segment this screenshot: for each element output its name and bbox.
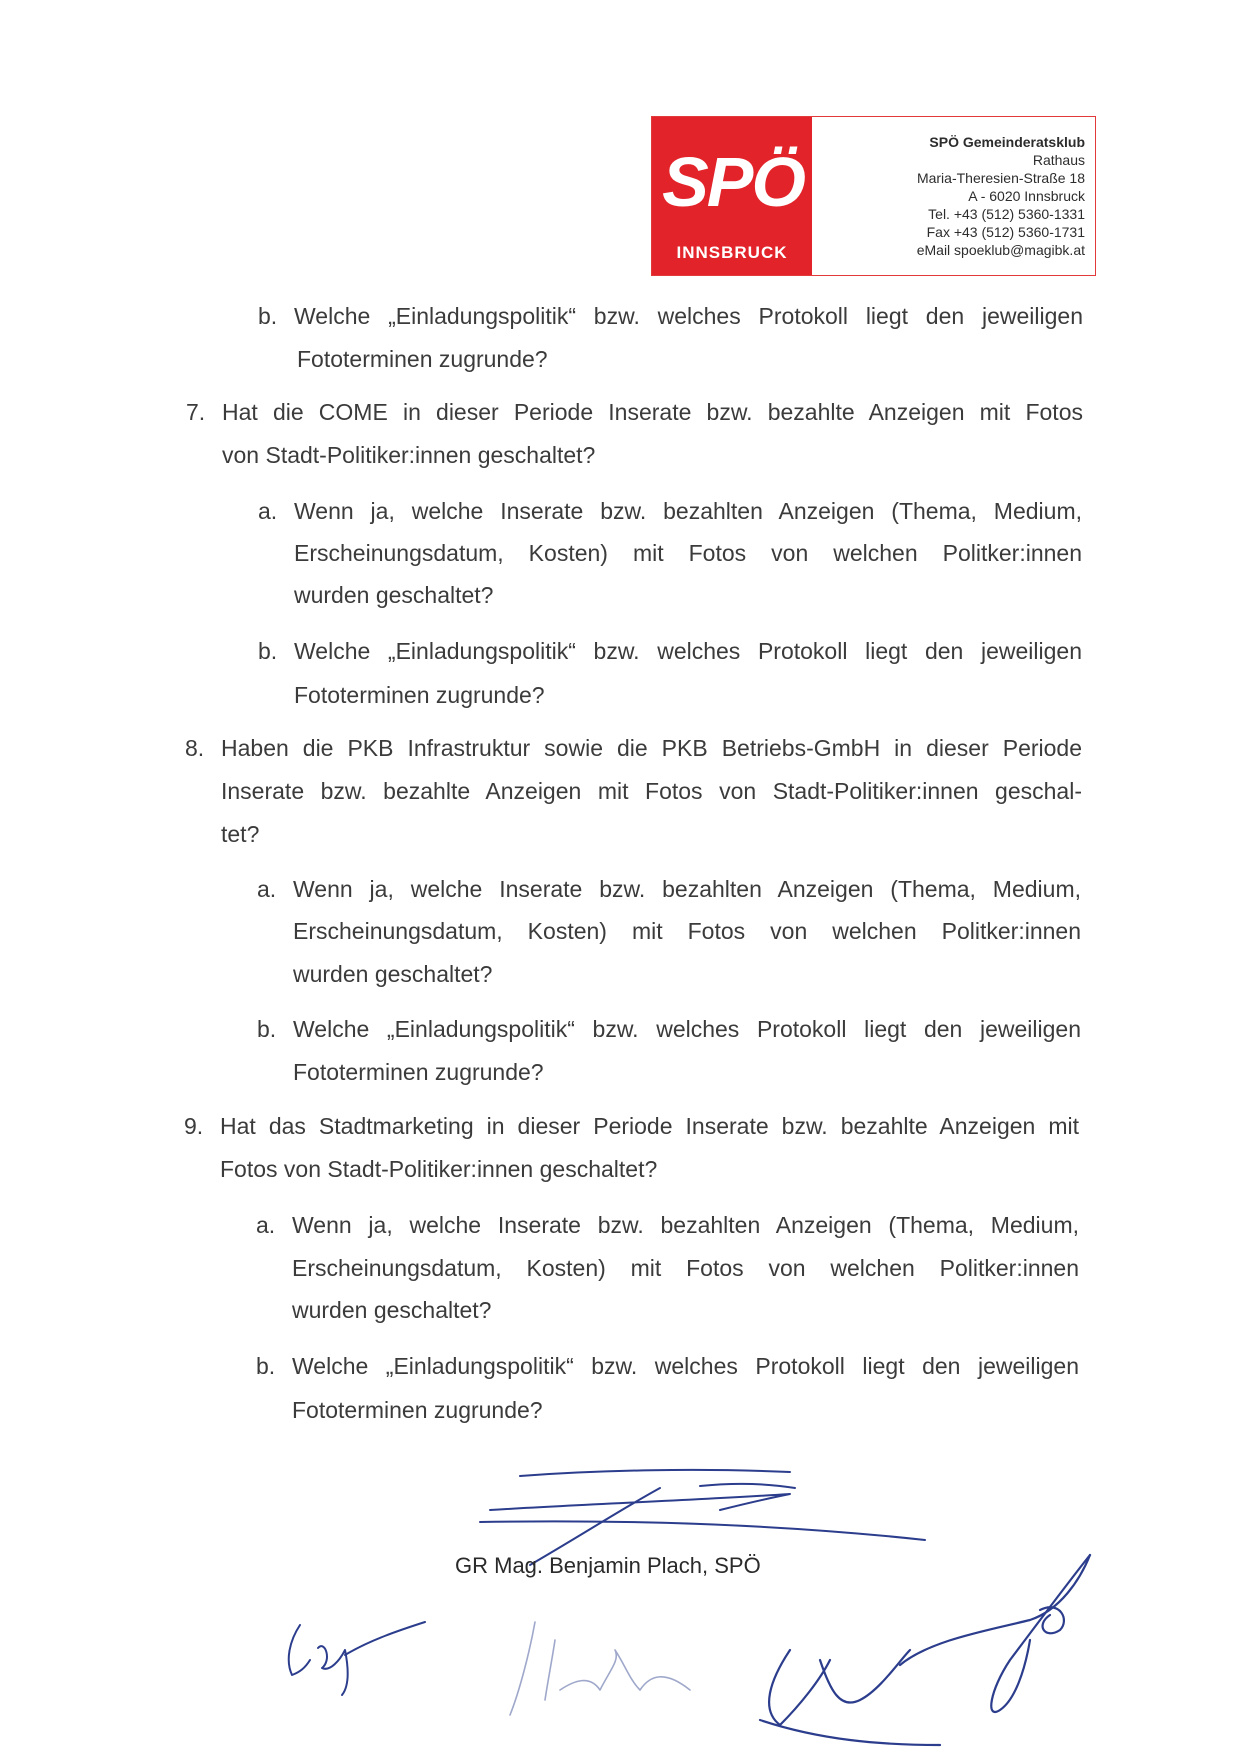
- address-line: Maria-Theresien-Straße 18: [916, 170, 1085, 186]
- question-text: Erscheinungsdatum, Kosten) mit Fotos von welchen Politker:innen: [292, 1255, 1079, 1281]
- signature-stroke: [480, 1521, 925, 1540]
- signature-stroke: [490, 1494, 790, 1510]
- question-text: Hat die COME in dieser Periode Inserate bzw. bezahlte Anzeigen mit Fotos: [222, 399, 1083, 425]
- signature-stroke: [520, 1470, 790, 1476]
- question-text: Wenn ja, welche Inserate bzw. bezahlten Anzeigen (Thema, Medium,: [292, 1212, 1079, 1238]
- question-text: wurden geschaltet?: [294, 582, 494, 608]
- item-label: b.: [257, 1016, 277, 1042]
- signature-stroke: [1040, 1607, 1064, 1633]
- item-label: b.: [258, 638, 278, 664]
- address-line: Rathaus: [1032, 152, 1085, 168]
- question-text: Welche „Einladungspolitik“ bzw. welches Protokoll liegt den jeweiligen: [292, 1353, 1079, 1379]
- main-signature: [480, 1470, 925, 1565]
- signature-stroke: [545, 1640, 555, 1700]
- address-line: A - 6020 Innsbruck: [968, 188, 1085, 204]
- item-label: a.: [256, 1212, 276, 1238]
- question-text: wurden geschaltet?: [293, 961, 493, 987]
- question-text: Welche „Einladungspolitik“ bzw. welches Protokoll liegt den jeweiligen: [294, 303, 1083, 329]
- item-label: a.: [258, 498, 278, 524]
- item-label: a.: [257, 876, 277, 902]
- question-text: Welche „Einladungspolitik“ bzw. welches Protokoll liegt den jeweiligen: [294, 638, 1082, 664]
- item-label: b.: [258, 303, 278, 329]
- question-text: Haben die PKB Infrastruktur sowie die PKB Betriebs-GmbH in dieser Periode: [221, 735, 1082, 761]
- club-name: SPÖ Gemeinderatsklub: [929, 134, 1085, 150]
- question-number: 8.: [185, 735, 205, 761]
- question-text: Inserate bzw. bezahlte Anzeigen mit Fotos von Stadt-Politiker:innen geschal-: [221, 778, 1082, 804]
- question-text: von Stadt-Politiker:innen geschaltet?: [222, 442, 596, 468]
- question-text: Wenn ja, welche Inserate bzw. bezahlten Anzeigen (Thema, Medium,: [294, 498, 1082, 524]
- signature-stroke: [289, 1625, 310, 1675]
- signature-left: [289, 1622, 425, 1695]
- signature-stroke: [318, 1646, 348, 1695]
- question-text: wurden geschaltet?: [292, 1297, 492, 1323]
- signature-stroke: [991, 1555, 1090, 1712]
- signature-stroke: [510, 1622, 535, 1715]
- question-text: Hat das Stadtmarketing in dieser Periode Inserate bzw. bezahlte Anzeigen mit: [220, 1113, 1079, 1139]
- question-text: Wenn ja, welche Inserate bzw. bezahlten Anzeigen (Thema, Medium,: [293, 876, 1081, 902]
- logo-city: INNSBRUCK: [676, 243, 788, 262]
- signature-middle: [510, 1622, 690, 1715]
- signature-stroke: [820, 1650, 910, 1703]
- question-text: Welche „Einladungspolitik“ bzw. welches Protokoll liegt den jeweiligen: [293, 1016, 1081, 1042]
- logo-text: SPÖ: [662, 143, 804, 221]
- address-line: eMail spoeklub@magibk.at: [916, 242, 1085, 258]
- signature-stroke: [345, 1622, 425, 1655]
- question-text: Erscheinungsdatum, Kosten) mit Fotos von welchen Politker:innen: [293, 918, 1081, 944]
- question-number: 7.: [186, 399, 206, 425]
- item-label: b.: [256, 1353, 276, 1379]
- signature-stroke: [560, 1650, 690, 1690]
- address-line: Fax +43 (512) 5360-1731: [926, 224, 1085, 240]
- address-line: Tel. +43 (512) 5360-1331: [928, 206, 1085, 222]
- signature-stroke: [700, 1484, 795, 1488]
- question-text: Fototerminen zugrunde?: [293, 1059, 544, 1085]
- question-text: tet?: [221, 821, 260, 847]
- question-text: Fototerminen zugrunde?: [294, 682, 545, 708]
- question-text: Erscheinungsdatum, Kosten) mit Fotos von welchen Politker:innen: [294, 540, 1082, 566]
- signature-stroke: [760, 1720, 940, 1745]
- signature-right: [760, 1555, 1090, 1745]
- signature-stroke: [900, 1555, 1090, 1665]
- signatory-name: GR Mag. Benjamin Plach, SPÖ: [455, 1553, 761, 1578]
- question-number: 9.: [184, 1113, 204, 1139]
- question-text: Fototerminen zugrunde?: [297, 346, 548, 372]
- question-text: Fotos von Stadt-Politiker:innen geschaltet?: [220, 1156, 658, 1182]
- question-text: Fototerminen zugrunde?: [292, 1397, 543, 1423]
